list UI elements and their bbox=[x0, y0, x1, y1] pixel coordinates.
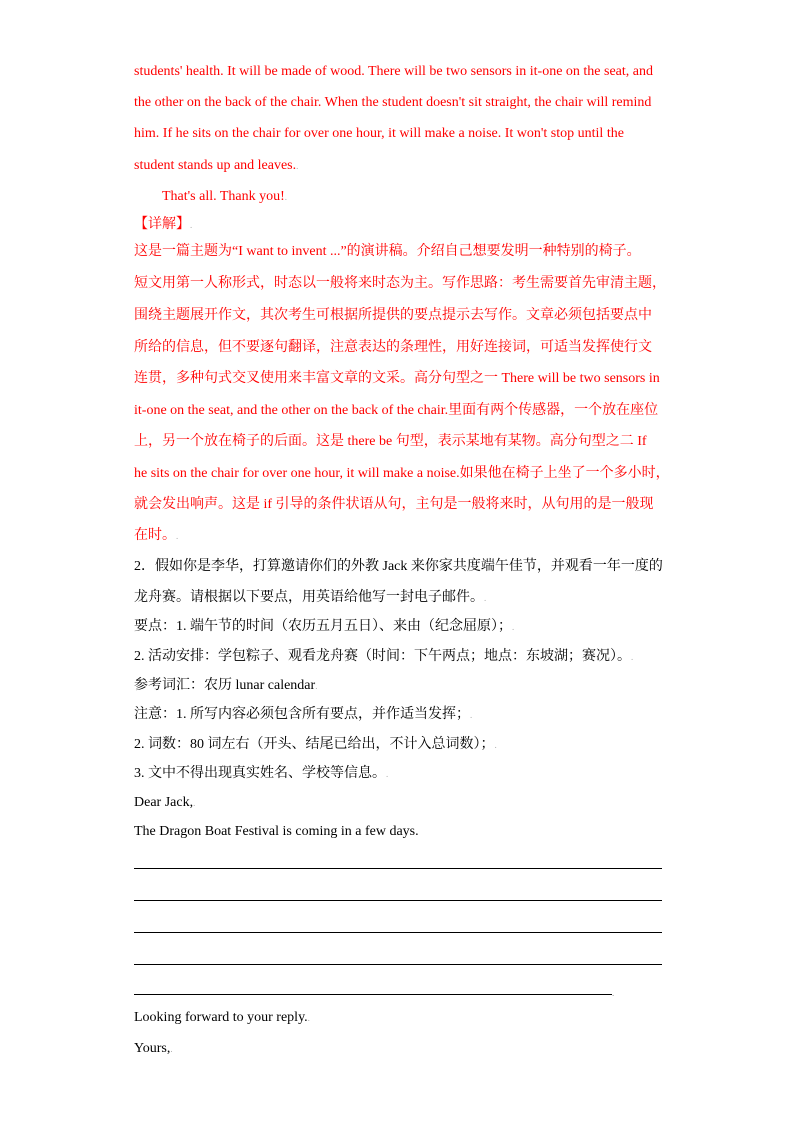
explanation-line-7: 上，另一个放在椅子的后面。这是 there be 句型，表示某地有某物。高分句型之二 If bbox=[134, 434, 647, 449]
question2-point-2: 2. 活动安排：学包粽子、观看龙舟赛（时间：下午两点；地点：东坡湖；赛况）。. bbox=[134, 649, 634, 664]
explanation-line-6: it-one on the seat, and the other on the back of the chair.里面有两个传感器，一个放在座位 bbox=[134, 403, 659, 418]
answer-closing: That's all. Thank you!. bbox=[162, 189, 288, 204]
explanation-line-2: 短文用第一人称形式，时态以一般将来时态为主。写作思路：考生需要首先审清主题， bbox=[134, 276, 666, 291]
letter-opening: The Dragon Boat Festival is coming in a few days. bbox=[134, 824, 419, 839]
explanation-line-9: 就会发出响声。这是 if 引导的条件状语从句，主句是一般将来时，从句用的是一般现 bbox=[134, 497, 654, 512]
explanation-line-1: 这是一篇主题为“I want to invent ...”的演讲稿。介绍自己想要发明一种特别的椅子。 bbox=[134, 244, 641, 259]
explanation-line-8: he sits on the chair for over one hour, it will make a noise.如果他在椅子上坐了一个多小时， bbox=[134, 466, 670, 481]
answer-blank-line[interactable] bbox=[134, 932, 662, 933]
letter-closing-line: Looking forward to your reply.. bbox=[134, 1010, 310, 1025]
question2-prompt-line-1: 2．假如你是李华，打算邀请你们的外教 Jack 来你家共度端午佳节，并观看一年一度的 bbox=[134, 559, 663, 574]
question2-note-3: 3. 文中不得出现真实姓名、学校等信息。. bbox=[134, 766, 389, 781]
letter-signoff: Yours,. bbox=[134, 1041, 173, 1056]
question2-prompt-line-2: 龙舟赛。请根据以下要点，用英语给他写一封电子邮件。. bbox=[134, 590, 487, 605]
answer-blank-line[interactable] bbox=[134, 964, 662, 965]
answer-line-4: student stands up and leaves.. bbox=[134, 158, 299, 173]
answer-blank-line[interactable] bbox=[134, 900, 662, 901]
answer-line-1: students' health. It will be made of wood. There will be two sensors in it-one on the seat, and bbox=[134, 64, 653, 79]
answer-blank-line[interactable] bbox=[134, 994, 612, 995]
explanation-line-4: 所给的信息，但不要逐句翻译，注意表达的条理性，用好连接词，可适当发挥使行文 bbox=[134, 340, 652, 355]
explanation-heading: 【详解】. bbox=[134, 217, 193, 232]
explanation-line-3: 围绕主题展开作文，其次考生可根据所提供的要点提示去写作。文章必须包括要点中 bbox=[134, 308, 652, 323]
answer-line-3: him. If he sits on the chair for over one hour, it will make a noise. It won't stop until the bbox=[134, 126, 624, 141]
explanation-line-10: 在时。. bbox=[134, 528, 179, 543]
question2-note-2: 2. 词数：80 词左右（开头、结尾已给出，不计入总词数）；. bbox=[134, 737, 497, 752]
letter-salutation: Dear Jack,. bbox=[134, 795, 196, 810]
question2-point-1: 要点：1. 端午节的时间（农历五月五日）、来由（纪念屈原）；. bbox=[134, 619, 515, 634]
explanation-line-5: 连贯，多种句式交叉使用来丰富文章的文采。高分句型之一 There will be two sensors in bbox=[134, 371, 660, 386]
blank-end-mark: . bbox=[612, 988, 615, 998]
question2-vocab: 参考词汇：农历 lunar calendar. bbox=[134, 678, 318, 693]
answer-blank-line[interactable] bbox=[134, 868, 662, 869]
question2-note-1: 注意：1. 所写内容必须包含所有要点，并作适当发挥；. bbox=[134, 707, 473, 722]
answer-line-2: the other on the back of the chair. When the student doesn't sit straight, the chair will remind bbox=[134, 95, 652, 110]
